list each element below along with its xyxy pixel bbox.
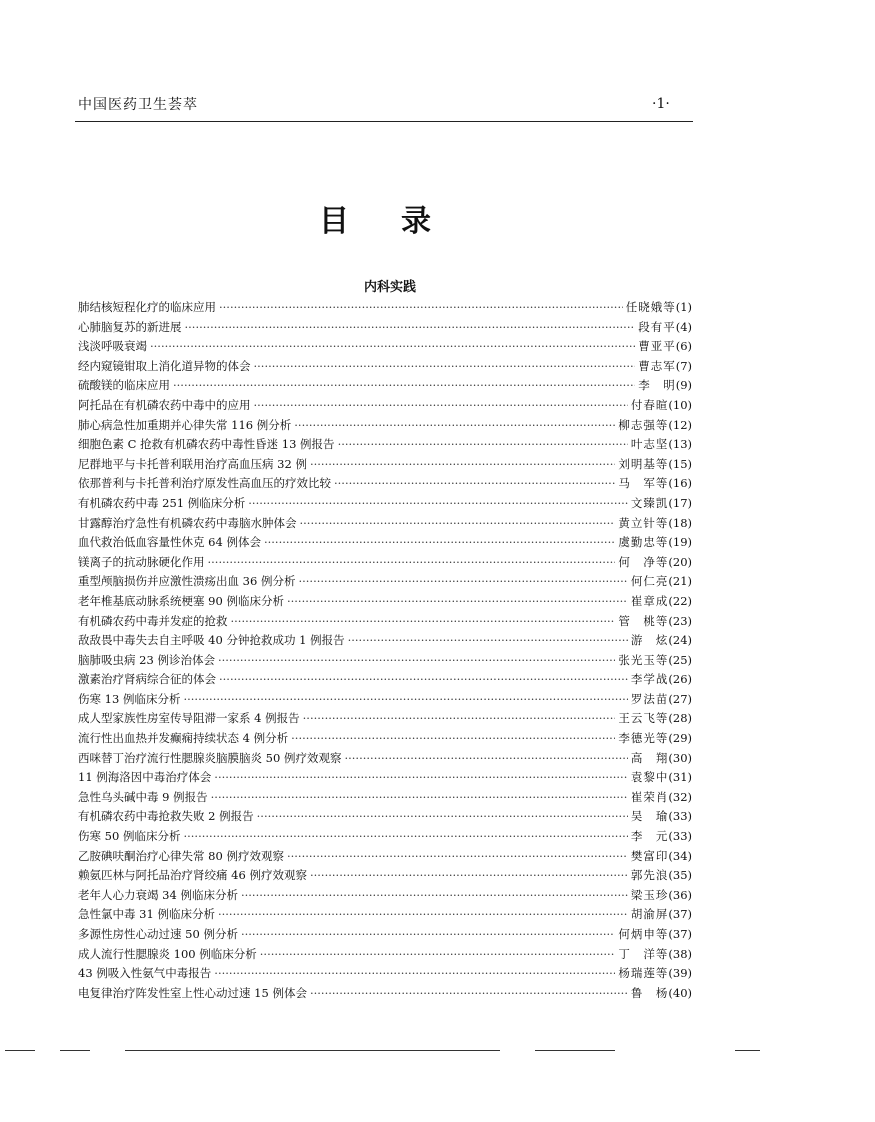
dot-leader [214, 966, 615, 980]
header-rule [75, 121, 693, 122]
entry-author: 何 净等 [618, 554, 669, 569]
toc-entry[interactable] [78, 808, 692, 828]
entry-author: 胡渝屏 [630, 907, 669, 922]
toc-entry[interactable] [78, 867, 692, 887]
entry-title: 心肺脑复苏的新进展 [78, 319, 182, 334]
dot-leader [303, 711, 616, 725]
dot-leader [334, 476, 615, 490]
dot-leader [257, 809, 628, 823]
dot-leader [300, 516, 616, 530]
dot-leader [338, 437, 628, 451]
page-title [0, 196, 750, 240]
toc-entry[interactable] [78, 789, 692, 809]
entry-title: 经内窥镜钳取上消化道异物的体会 [78, 358, 251, 373]
toc-entry[interactable] [78, 593, 692, 613]
entry-author: 黄立针等 [618, 515, 669, 530]
entry-page: (15) [668, 456, 692, 471]
entry-page: (35) [668, 868, 692, 883]
entry-title: 成人流行性腮腺炎 100 例临床分析 [78, 946, 257, 961]
entry-page: (25) [668, 652, 692, 667]
toc-entry[interactable] [78, 652, 692, 672]
entry-page: (24) [668, 633, 692, 648]
entry-author: 罗法苗 [630, 691, 669, 706]
entry-title: 依那普利与卡托普利治疗原发性高血压的疗效比较 [78, 476, 331, 491]
entry-title: 乙胺碘呋酮治疗心律失常 80 例疗效观察 [78, 848, 284, 863]
toc-entry[interactable] [78, 338, 692, 358]
entry-title: 电复律治疗阵发性室上性心动过速 15 例体会 [78, 985, 307, 1000]
entry-author: 管 桃等 [618, 613, 669, 628]
title-char: 录 [401, 204, 431, 239]
toc-entry[interactable] [78, 397, 692, 417]
entry-author: 曹志军 [638, 358, 676, 373]
entry-page: (23) [668, 613, 692, 628]
dot-leader [218, 907, 628, 921]
dot-leader [348, 633, 628, 647]
entry-page: (7) [675, 358, 692, 373]
toc-entry[interactable] [78, 965, 692, 985]
scan-artifact-line [735, 1050, 760, 1051]
dot-leader [219, 672, 628, 686]
dot-leader [218, 653, 615, 667]
toc-entry[interactable] [78, 769, 692, 789]
entry-page: (32) [668, 789, 692, 804]
entry-author: 李 元 [630, 829, 669, 844]
dot-leader [150, 339, 635, 353]
entry-page: (20) [668, 554, 692, 569]
entry-title: 阿托品在有机磷农药中毒中的应用 [78, 397, 251, 412]
toc-entry[interactable] [78, 515, 692, 535]
toc-entry[interactable] [78, 475, 692, 495]
entry-title: 重型颅脑损伤并应激性溃疡出血 36 例分析 [78, 574, 296, 589]
entry-title: 老年椎基底动脉系统梗塞 90 例临床分析 [78, 593, 284, 608]
entry-page: (29) [668, 731, 692, 746]
entry-title: 急性氯中毒 31 例临床分析 [78, 907, 215, 922]
entry-title: 11 例海洛因中毒治疗体会 [78, 770, 212, 785]
entry-title: 流行性出血热并发癫痫持续状态 4 例分析 [78, 731, 289, 746]
entry-page: (33) [668, 829, 692, 844]
entry-page: (13) [668, 437, 692, 452]
dot-leader [241, 888, 628, 902]
toc-entry[interactable] [78, 710, 692, 730]
dot-leader [260, 947, 616, 961]
toc-entry[interactable] [78, 632, 692, 652]
toc-entry[interactable] [78, 377, 692, 397]
entry-title: 血代救治低血容量性休克 64 例体会 [78, 535, 261, 550]
toc-entry[interactable] [78, 456, 692, 476]
entry-author: 杨瑞莲等 [618, 966, 669, 981]
dot-leader [310, 868, 628, 882]
entry-title: 有机磷农药中毒 251 例临床分析 [78, 495, 246, 510]
entry-title: 有机磷农药中毒并发症的抢救 [78, 613, 228, 628]
dot-leader [185, 320, 636, 334]
entry-title: 西咪替丁治疗流行性腮腺炎脑膜脑炎 50 例疗效观察 [78, 750, 342, 765]
toc-entry[interactable] [78, 946, 692, 966]
toc-entry[interactable] [78, 848, 692, 868]
entry-author: 何炳申等 [618, 927, 669, 941]
entry-title: 赖氨匹林与阿托品治疗肾绞痛 46 例疗效观察 [78, 868, 307, 883]
entry-title: 硫酸镁的临床应用 [78, 378, 170, 393]
entry-page: (38) [668, 946, 692, 961]
entry-author: 付春暄 [630, 397, 669, 412]
entry-title: 浅淡呼吸衰竭 [78, 339, 147, 354]
toc-entry[interactable] [78, 671, 692, 691]
scan-artifact-line [5, 1050, 35, 1051]
dot-leader [254, 359, 636, 373]
entry-author: 梁玉珍 [630, 887, 669, 902]
entry-page: (27) [668, 691, 692, 706]
toc-entry[interactable] [78, 613, 692, 633]
entry-author: 文臻凯 [630, 495, 669, 510]
entry-page: (18) [668, 515, 692, 530]
dot-leader [310, 986, 628, 1000]
scan-artifact-line [125, 1050, 500, 1051]
toc-entry[interactable] [78, 926, 692, 946]
entry-author: 李学战 [630, 672, 669, 687]
entry-author: 丁 洋等 [618, 946, 669, 961]
toc-entry[interactable] [78, 750, 692, 770]
entry-page: (36) [668, 887, 692, 902]
entry-title: 成人型家族性房室传导阻滞一家系 4 例报告 [78, 711, 300, 726]
entry-author: 王云飞等 [618, 711, 669, 726]
toc-entry[interactable] [78, 906, 692, 926]
entry-author: 崔荣肖 [630, 789, 669, 804]
toc-entry[interactable] [78, 299, 692, 319]
entry-page: (33) [668, 809, 692, 824]
dot-leader [310, 457, 615, 471]
entry-title: 敌敌畏中毒失去自主呼吸 40 分钟抢救成功 1 例报告 [78, 633, 345, 648]
title-char: 目 [319, 204, 349, 239]
toc-entry[interactable] [78, 730, 692, 750]
entry-author: 李 明 [638, 378, 676, 393]
dot-leader [254, 398, 628, 412]
entry-title: 细胞色素 C 抢救有机磷农药中毒性昏迷 13 例报告 [78, 437, 335, 452]
toc-entry[interactable] [78, 436, 692, 456]
dot-leader [214, 770, 628, 784]
dot-leader [241, 927, 615, 941]
dot-leader [231, 614, 616, 628]
entry-title: 镁离子的抗动脉硬化作用 [78, 554, 205, 569]
entry-author: 张光玉等 [618, 652, 669, 667]
entry-page: (6) [675, 339, 692, 354]
entry-title: 甘露醇治疗急性有机磷农药中毒脑水肿体会 [78, 515, 297, 530]
section-heading: 内科实践 [363, 280, 416, 295]
entry-page: (9) [675, 378, 692, 393]
entry-page: (21) [668, 574, 692, 589]
entry-title: 伤寒 50 例临床分析 [78, 829, 181, 844]
entry-title: 肺心病急性加重期并心律失常 116 例分析 [78, 417, 292, 432]
entry-author: 游 炫 [630, 633, 669, 648]
dot-leader [211, 790, 628, 804]
entry-title: 多源性房性心动过速 50 例分析 [78, 927, 238, 941]
toc-entry[interactable] [78, 417, 692, 437]
entry-author: 刘明基等 [618, 456, 669, 471]
entry-author: 袁黎中 [630, 770, 669, 785]
entry-page: (17) [668, 495, 692, 510]
entry-page: (4) [675, 319, 692, 334]
dot-leader [344, 751, 627, 765]
dot-leader [264, 535, 615, 549]
entry-author: 段有平 [638, 319, 676, 334]
table-of-contents [78, 299, 692, 1004]
entry-author: 李德光等 [618, 731, 669, 746]
scan-artifact-line [60, 1050, 90, 1051]
entry-page: (37) [668, 907, 692, 922]
toc-entry[interactable] [78, 828, 692, 848]
entry-title: 肺结核短程化疗的临床应用 [78, 300, 216, 314]
entry-title: 尼群地平与卡托普利联用治疗高血压病 32 例 [78, 456, 307, 471]
entry-page: (1) [675, 300, 692, 314]
entry-title: 急性乌头碱中毒 9 例报告 [78, 789, 208, 804]
entry-author: 何仁亮 [630, 574, 669, 589]
dot-leader [287, 594, 628, 608]
entry-title: 伤寒 13 例临床分析 [78, 691, 181, 706]
toc-entry[interactable] [78, 573, 692, 593]
toc-entry[interactable] [78, 534, 692, 554]
scan-artifact-line [535, 1050, 615, 1051]
dot-leader [173, 378, 635, 392]
dot-leader [183, 692, 627, 706]
toc-entry[interactable] [78, 319, 692, 339]
dot-leader [208, 555, 616, 569]
entry-page: (30) [668, 750, 692, 765]
entry-title: 43 例吸入性氨气中毒报告 [78, 966, 212, 981]
entry-page: (10) [668, 397, 692, 412]
entry-author: 马 军等 [618, 476, 669, 491]
entry-author: 任晓娥等 [625, 300, 676, 314]
entry-author: 高 翔 [630, 750, 669, 765]
entry-author: 虞勤忠等 [618, 535, 669, 550]
entry-page: (40) [668, 985, 692, 1000]
toc-entry[interactable] [78, 358, 692, 378]
entry-author: 柳志强等 [618, 417, 669, 432]
entry-title: 激素治疗肾病综合征的体会 [78, 672, 216, 687]
entry-page: (16) [668, 476, 692, 491]
entry-page: (26) [668, 672, 692, 687]
entry-page: (34) [668, 848, 692, 863]
entry-page: (37) [668, 927, 692, 941]
dot-leader [287, 849, 628, 863]
entry-author: 崔章成 [630, 593, 669, 608]
entry-author: 鲁 杨 [630, 985, 669, 1000]
toc-entry[interactable] [78, 691, 692, 711]
entry-author: 郭先浪 [630, 868, 669, 883]
toc-entry[interactable] [78, 495, 692, 515]
entry-title: 有机磷农药中毒抢救失败 2 例报告 [78, 809, 254, 824]
journal-name: 中国医药卫生荟萃 [78, 97, 198, 113]
toc-entry[interactable] [78, 985, 692, 1005]
dot-leader [219, 300, 623, 314]
page-number: ·1· [652, 96, 670, 112]
entry-title: 老年人心力衰竭 34 例临床分析 [78, 887, 238, 902]
entry-page: (19) [668, 535, 692, 550]
entry-page: (31) [668, 770, 692, 785]
entry-page: (39) [668, 966, 692, 981]
entry-title: 脑肺吸虫病 23 例诊治体会 [78, 652, 215, 667]
dot-leader [183, 829, 627, 843]
entry-author: 曹亚平 [638, 339, 676, 354]
entry-author: 叶志坚 [630, 437, 669, 452]
toc-entry[interactable] [78, 887, 692, 907]
entry-author: 吴 瑜 [630, 809, 669, 824]
dot-leader [291, 731, 615, 745]
toc-entry[interactable] [78, 554, 692, 574]
entry-page: (28) [668, 711, 692, 726]
dot-leader [298, 574, 627, 588]
entry-page: (12) [668, 417, 692, 432]
entry-page: (22) [668, 593, 692, 608]
dot-leader [294, 418, 615, 432]
entry-author: 樊富印 [630, 848, 669, 863]
dot-leader [248, 496, 628, 510]
